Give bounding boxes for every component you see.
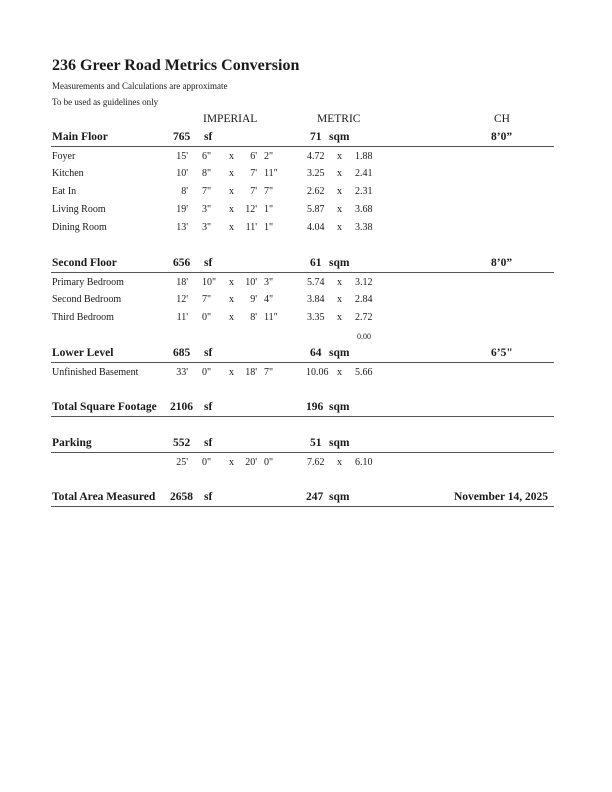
column-header-imperial: IMPERIAL — [203, 113, 258, 125]
width-meters: 3.12 — [355, 277, 373, 288]
length-feet: 33' — [176, 367, 188, 378]
column-header-ceiling: CH — [494, 113, 510, 125]
sf-unit: sf — [204, 491, 213, 503]
length-meters: 3.35 — [307, 312, 325, 323]
length-meters: 2.62 — [307, 186, 325, 197]
width-inches: 1" — [264, 204, 274, 215]
column-header-metric: METRIC — [317, 113, 361, 125]
note-guidelines: To be used as guidelines only — [52, 97, 159, 107]
width-feet: 12' — [245, 204, 257, 215]
section-sqm-value: 61 — [310, 257, 322, 269]
length-inches: 0" — [202, 367, 212, 378]
length-feet: 18' — [176, 277, 188, 288]
width-feet: 10' — [245, 277, 257, 288]
width-inches: 2" — [264, 151, 274, 162]
section-sqm-value: 196 — [306, 401, 324, 413]
by-sign: x — [229, 204, 234, 215]
sqm-unit: sqm — [329, 401, 350, 413]
extra-value: 0.00 — [357, 332, 371, 341]
length-inches: 7" — [202, 186, 212, 197]
by-sign: x — [337, 367, 342, 378]
width-inches: 3" — [264, 277, 274, 288]
width-inches: 7" — [264, 186, 274, 197]
length-feet: 13' — [176, 222, 188, 233]
room-name: Foyer — [52, 151, 76, 162]
section-label: Second Floor — [52, 257, 117, 269]
width-feet: 9' — [250, 294, 257, 305]
width-feet: 8' — [250, 312, 257, 323]
width-feet: 7' — [250, 186, 257, 197]
by-sign: x — [229, 312, 234, 323]
section-divider — [51, 146, 554, 147]
sqm-unit: sqm — [329, 257, 350, 269]
width-meters: 1.88 — [355, 151, 373, 162]
by-sign: x — [337, 168, 342, 179]
length-inches: 0" — [202, 312, 212, 323]
room-name: Third Bedroom — [52, 312, 114, 323]
section-divider — [51, 362, 554, 363]
by-sign: x — [229, 277, 234, 288]
by-sign: x — [337, 294, 342, 305]
length-meters: 3.25 — [307, 168, 325, 179]
width-meters: 3.38 — [355, 222, 373, 233]
length-feet: 15' — [176, 151, 188, 162]
by-sign: x — [229, 457, 234, 468]
width-inches: 11" — [264, 312, 278, 323]
room-name: Dining Room — [52, 222, 107, 233]
room-name: Eat In — [52, 186, 77, 197]
length-inches: 8" — [202, 168, 212, 179]
section-sf-value: 765 — [173, 131, 191, 143]
width-feet: 6' — [250, 151, 257, 162]
ceiling-height: 8’0” — [491, 257, 513, 269]
length-meters: 10.06 — [306, 367, 329, 378]
section-sf-value: 2658 — [170, 491, 193, 503]
length-meters: 5.87 — [307, 204, 325, 215]
length-meters: 5.74 — [307, 277, 325, 288]
width-inches: 11" — [264, 168, 278, 179]
sf-unit: sf — [204, 437, 213, 449]
ceiling-height: 6’5" — [491, 347, 513, 359]
width-meters: 2.31 — [355, 186, 373, 197]
section-label: Total Area Measured — [52, 491, 156, 503]
section-divider — [51, 452, 554, 453]
length-meters: 7.62 — [307, 457, 325, 468]
width-meters: 2.84 — [355, 294, 373, 305]
section-label: Lower Level — [52, 347, 114, 359]
by-sign: x — [337, 204, 342, 215]
width-inches: 4" — [264, 294, 274, 305]
sqm-unit: sqm — [329, 437, 350, 449]
section-sqm-value: 247 — [306, 491, 324, 503]
section-label: Main Floor — [52, 131, 108, 143]
length-feet: 12' — [176, 294, 188, 305]
room-name: Kitchen — [52, 168, 84, 179]
width-feet: 7' — [250, 168, 257, 179]
by-sign: x — [337, 186, 342, 197]
length-meters: 3.84 — [307, 294, 325, 305]
sf-unit: sf — [204, 347, 213, 359]
sf-unit: sf — [204, 401, 213, 413]
sqm-unit: sqm — [329, 131, 350, 143]
by-sign: x — [337, 222, 342, 233]
length-feet: 8' — [181, 186, 188, 197]
section-sqm-value: 64 — [310, 347, 322, 359]
length-meters: 4.04 — [307, 222, 325, 233]
section-divider — [51, 506, 554, 507]
room-name: Living Room — [52, 204, 106, 215]
sqm-unit: sqm — [329, 347, 350, 359]
width-inches: 7" — [264, 367, 274, 378]
width-inches: 0" — [264, 457, 274, 468]
length-inches: 3" — [202, 204, 212, 215]
by-sign: x — [337, 312, 342, 323]
section-sf-value: 552 — [173, 437, 191, 449]
section-sf-value: 2106 — [170, 401, 193, 413]
section-divider — [51, 416, 554, 417]
ceiling-height: 8’0” — [491, 131, 513, 143]
width-meters: 2.41 — [355, 168, 373, 179]
by-sign: x — [229, 222, 234, 233]
length-feet: 25' — [176, 457, 188, 468]
room-name: Second Bedroom — [52, 294, 122, 305]
width-feet: 18' — [245, 367, 257, 378]
width-meters: 2.72 — [355, 312, 373, 323]
note-approximate: Measurements and Calculations are approximate — [52, 81, 228, 91]
by-sign: x — [229, 294, 234, 305]
page-title: 236 Greer Road Metrics Conversion — [52, 57, 300, 74]
report-date: November 14, 2025 — [454, 491, 549, 503]
room-name: Unfinished Basement — [52, 367, 139, 378]
length-feet: 10' — [176, 168, 188, 179]
length-inches: 6" — [202, 151, 212, 162]
width-meters: 6.10 — [355, 457, 373, 468]
section-sqm-value: 71 — [310, 131, 322, 143]
by-sign: x — [229, 151, 234, 162]
length-feet: 11' — [176, 312, 188, 323]
sf-unit: sf — [204, 131, 213, 143]
section-sf-value: 685 — [173, 347, 191, 359]
length-inches: 7" — [202, 294, 212, 305]
width-meters: 3.68 — [355, 204, 373, 215]
section-divider — [51, 272, 554, 273]
by-sign: x — [229, 186, 234, 197]
by-sign: x — [337, 151, 342, 162]
section-sqm-value: 51 — [310, 437, 322, 449]
width-feet: 20' — [245, 457, 257, 468]
section-label: Total Square Footage — [52, 401, 157, 413]
length-feet: 19' — [176, 204, 188, 215]
width-meters: 5.66 — [355, 367, 373, 378]
by-sign: x — [337, 277, 342, 288]
sqm-unit: sqm — [329, 491, 350, 503]
sf-unit: sf — [204, 257, 213, 269]
width-feet: 11' — [245, 222, 257, 233]
by-sign: x — [229, 367, 234, 378]
room-name: Primary Bedroom — [52, 277, 124, 288]
length-inches: 3" — [202, 222, 212, 233]
width-inches: 1" — [264, 222, 274, 233]
length-inches: 0" — [202, 457, 212, 468]
section-label: Parking — [52, 437, 92, 449]
by-sign: x — [337, 457, 342, 468]
length-inches: 10" — [202, 277, 217, 288]
section-sf-value: 656 — [173, 257, 191, 269]
by-sign: x — [229, 168, 234, 179]
length-meters: 4.72 — [307, 151, 325, 162]
